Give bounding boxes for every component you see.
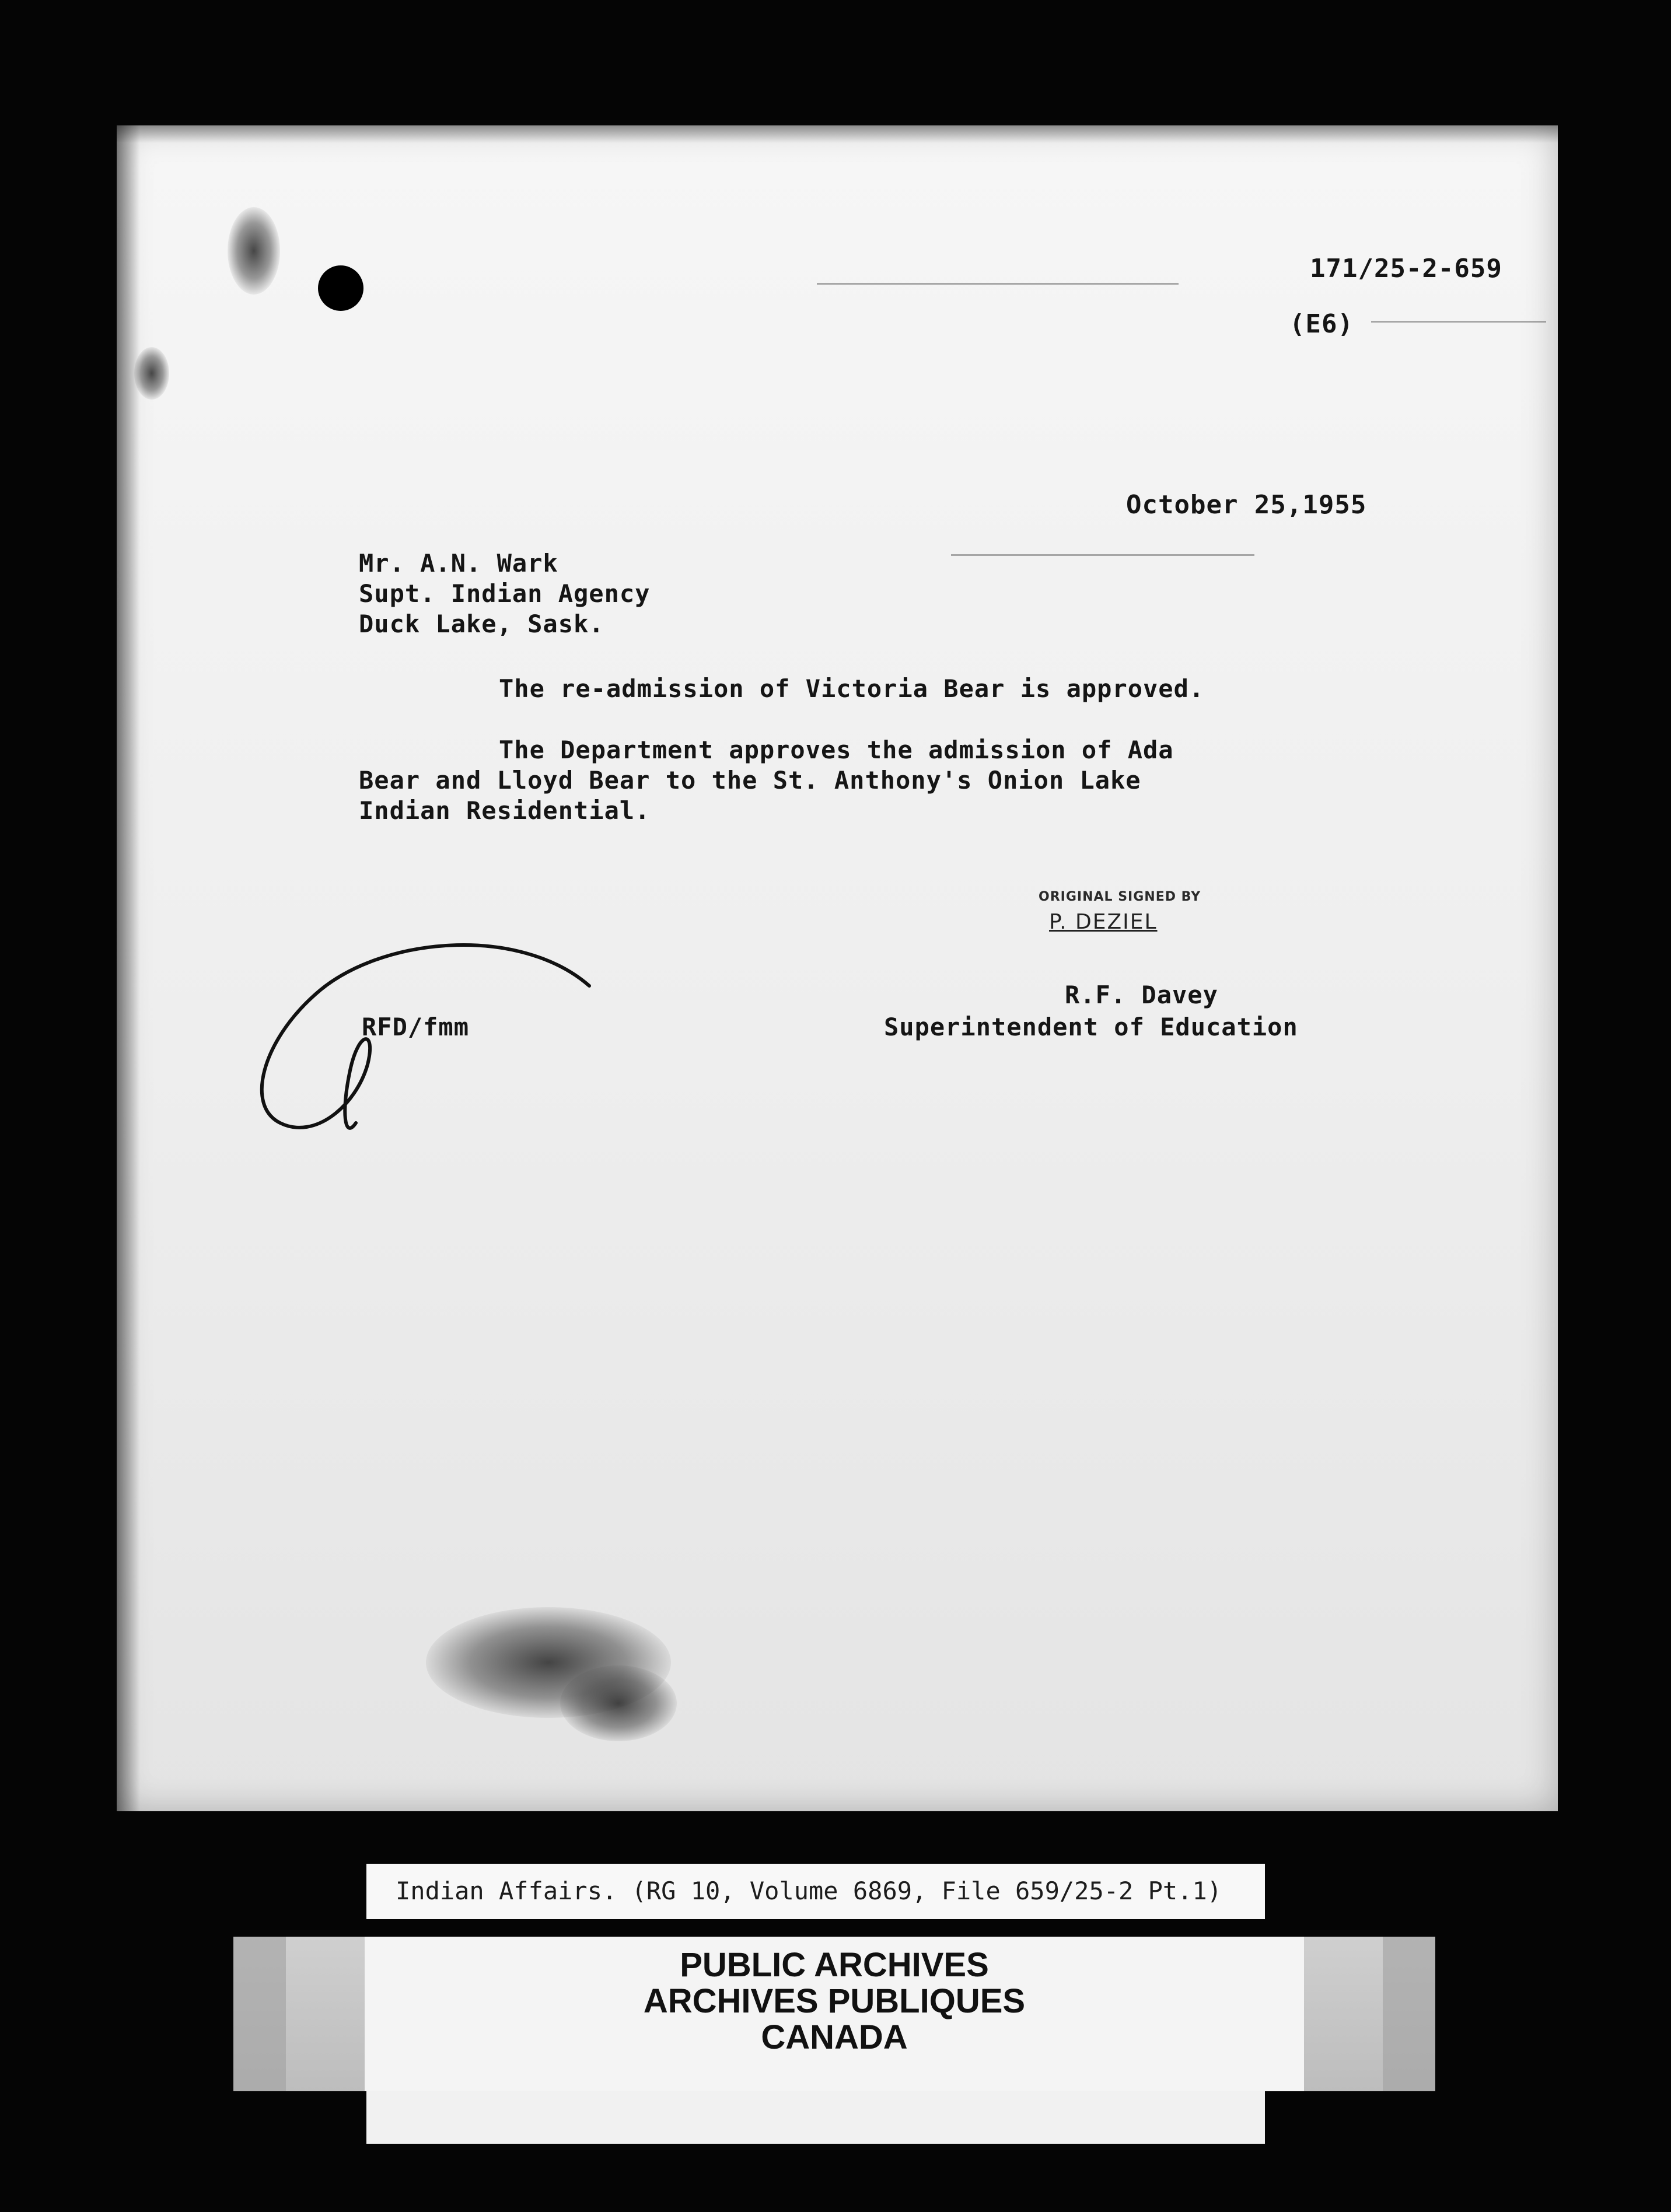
banner-strip-right <box>1383 1937 1435 2091</box>
sheet-shadow-top <box>117 125 1558 143</box>
archives-banner-text <box>365 1947 1304 2056</box>
addressee-name: Mr. A.N. Wark <box>359 549 558 578</box>
archives-banner-center <box>365 1937 1304 2091</box>
punch-hole <box>318 265 363 311</box>
source-caption <box>366 1864 1265 1919</box>
letter-date: October 25,1955 <box>1126 490 1367 520</box>
banner-strip-left <box>233 1937 286 2091</box>
faint-rule <box>1371 321 1546 323</box>
paragraph-readmission: The re-admission of Victoria Bear is approved. <box>499 674 1205 703</box>
paragraph-line: Indian Residential. <box>359 796 651 825</box>
addressee-block <box>359 548 650 639</box>
archives-banner-line-country: CANADA <box>761 2018 908 2056</box>
paragraph-line: Bear and Lloyd Bear to the St. Anthony's Onion Lake <box>359 766 1141 794</box>
signatory-title: Superintendent of Education <box>884 1013 1298 1041</box>
ink-smudge <box>228 207 280 295</box>
archives-banner-line-french: ARCHIVES PUBLIQUES <box>643 1982 1026 2020</box>
archives-banner-foot <box>366 2091 1265 2144</box>
signatory-name: R.F. Davey <box>1065 981 1218 1009</box>
ink-smudge <box>134 347 169 400</box>
faint-rule <box>817 283 1179 285</box>
file-code: (E6) <box>1289 309 1354 339</box>
handwritten-pen-mark <box>245 930 607 1152</box>
faint-rule <box>951 554 1254 556</box>
paragraph-line: The Department approves the admission of Ada <box>499 736 1174 764</box>
file-reference-number: 171/25-2-659 <box>1310 254 1502 284</box>
typist-initials: RFD/fmm <box>362 1013 470 1041</box>
paragraph-admission <box>359 735 1174 826</box>
addressee-position: Supt. Indian Agency <box>359 579 651 608</box>
letter-sheet <box>117 125 1558 1811</box>
archives-banner <box>233 1937 1435 2091</box>
addressee-location: Duck Lake, Sask. <box>359 610 604 638</box>
signature-stamp-label: ORIGINAL SIGNED BY <box>1039 890 1201 904</box>
ink-smudge <box>560 1665 677 1741</box>
archives-banner-line-english: PUBLIC ARCHIVES <box>680 1946 989 1984</box>
source-caption-text: Indian Affairs. (RG 10, Volume 6869, File 659/25-2 Pt.1) <box>396 1877 1222 1905</box>
signature-stamp-name: P. DEZIEL <box>1049 910 1158 934</box>
